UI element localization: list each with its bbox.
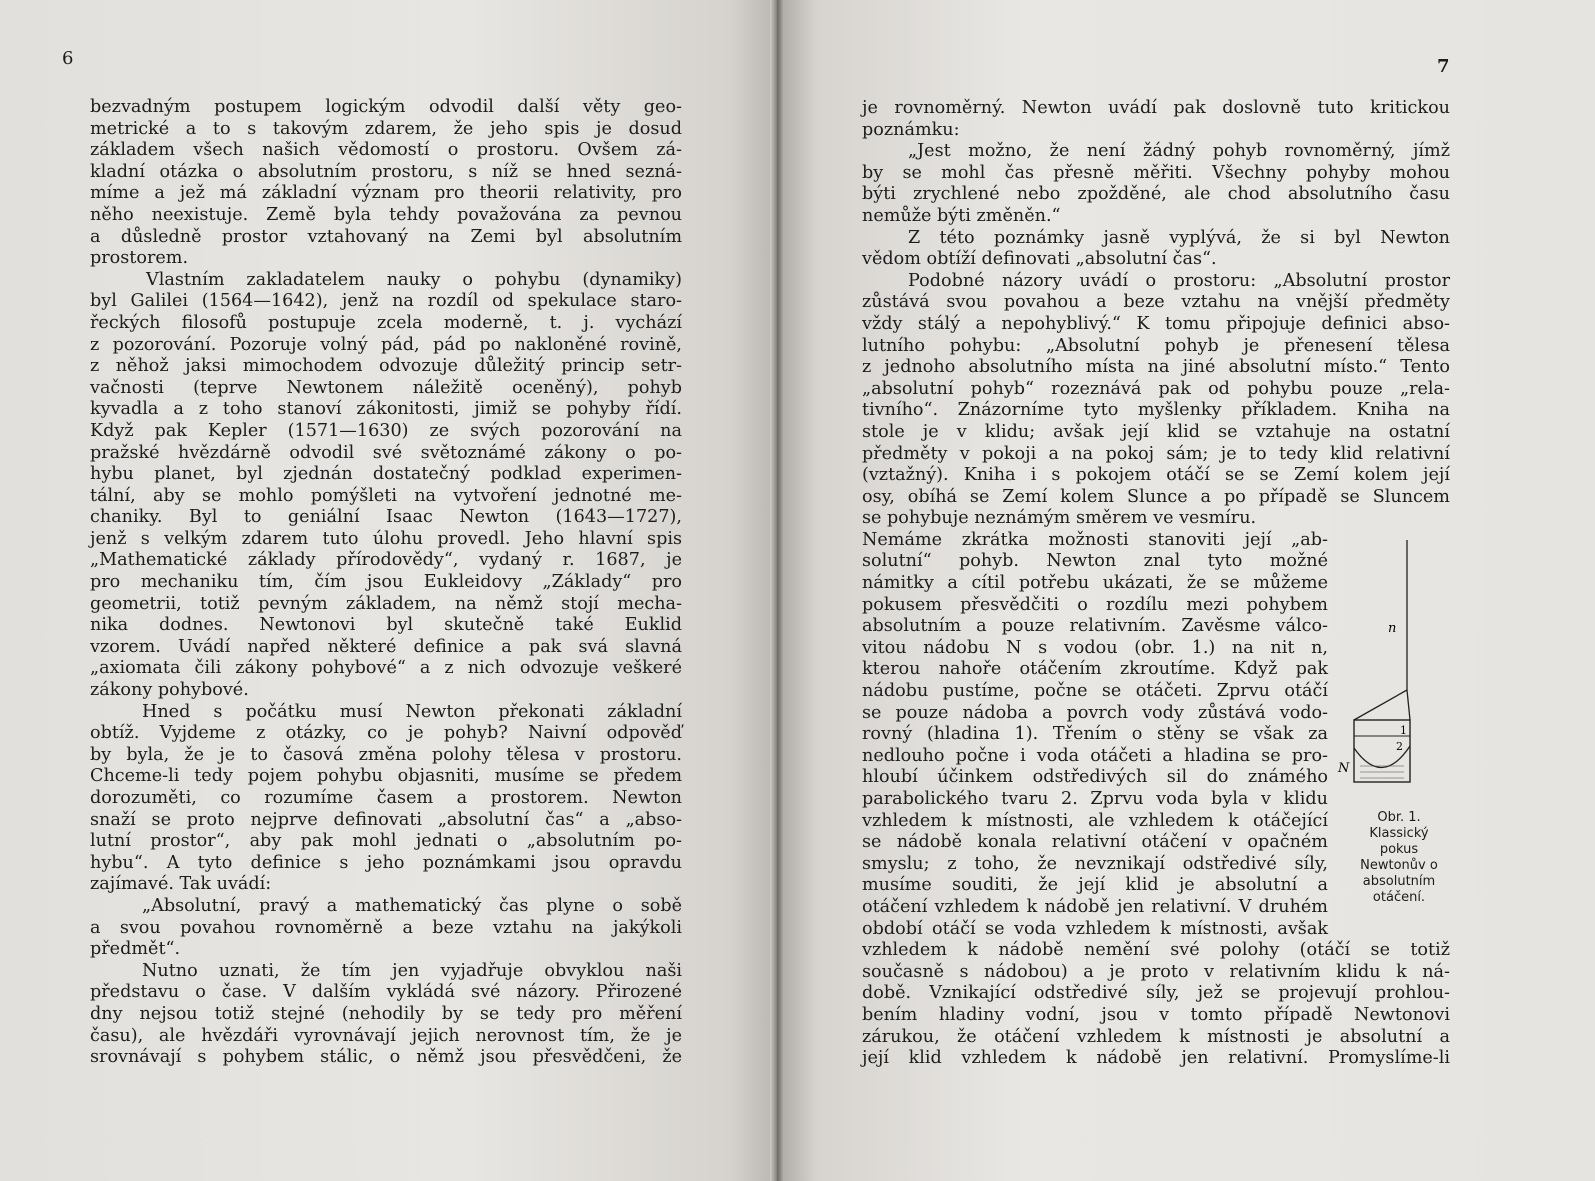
figure-caption [1344, 810, 1454, 906]
text-line: geometrii, totiž pevným základem, na němž stojí mecha- [90, 593, 682, 614]
text-line: vždy stálý a nepohyblivý.“ K tomu připojuje definici abso- [862, 313, 1450, 334]
text-line: Vlastním zakladatelem nauky o pohybu (dynamiky) [146, 269, 682, 290]
text-line: rovný (hladina 1). Třením o stěny se však za [862, 724, 1328, 745]
text-line: absolutním a pouze relativním. Zavěsme válco- [862, 616, 1328, 637]
text-line: se nádobě konala relativní otáčení v opačném [862, 832, 1328, 853]
text-line: kterou nahoře otáčením zkroutíme. Když pak [862, 659, 1328, 680]
left-text-column [90, 97, 682, 1069]
text-line: chaniky. Byl to geniální Isaac Newton (1643—1727), [90, 507, 682, 528]
text-line: bením hladiny vodní, jsou v tomto případě Newtonovi [862, 1004, 1450, 1025]
text-line: Hned s počátku musí Newton překonati základní [142, 701, 682, 722]
text-line: „absolutní pohyb“ rozeznává pak od pohybu pouze „rela- [862, 378, 1450, 399]
text-line: zárukou, že otáčení vzhledem k místnosti je absolutní a [862, 1026, 1450, 1047]
text-line: předměty v pokoji a na pokoj sám; je to tedy klid relativní [862, 443, 1450, 464]
text-line: kyvadla a z toho stanoví zákonitosti, jimiž se pohyby řídí. [90, 399, 682, 420]
text-line: Nemáme zkrátka možnosti stanoviti její „ab- [862, 529, 1328, 550]
text-line: pražské hvězdárně odvodil své světoznámé zákony o po- [90, 442, 682, 463]
text-line: obtíž. Vyjdeme z otázky, co je pohyb? Naivní odpověď [90, 723, 682, 744]
text-line: býti zrychlené nebo zpožděné, ale chod absolutního času [862, 184, 1450, 205]
label-1: 1 [1400, 724, 1407, 737]
text-line: solutní“ pohyb. Newton znal tyto možné [862, 551, 1328, 572]
text-line: byl Galilei (1564—1642), jenž na rozdíl od spekulace staro- [90, 291, 682, 312]
text-line: současně s nádobou) a je proto v relativním klidu k ná- [862, 961, 1450, 982]
text-line: zákony pohybové. [90, 680, 249, 701]
text-line: pro mechaniku tím, čím jsou Eukleidovy „Základy“ pro [90, 572, 682, 593]
text-line: nika dodnes. Newtonovi byl skutečně také Euklid [90, 615, 682, 636]
text-line: prostorem. [90, 248, 189, 269]
text-line: osy, obíhá se Zemí kolem Slunce a po případě se Sluncem [862, 486, 1450, 507]
newton-bucket-figure [1338, 540, 1448, 795]
text-line: vačnosti (teprve Newtonem náležitě oceněný), pohyb [90, 377, 682, 398]
text-line: smyslu; z toho, že nevznikají odstředivé síly, [862, 853, 1328, 874]
label-2: 2 [1396, 740, 1403, 753]
page-number-left: 6 [62, 48, 74, 69]
text-line: by se mohl čas přesně měřiti. Všechny pohyby mohou [862, 162, 1450, 183]
text-line: Chceme-li tedy pojem pohybu objasniti, musíme se předem [90, 766, 682, 787]
text-line: něho neexistuje. Země byla tehdy považována za pevnou [90, 204, 682, 225]
text-line: z jednoho absolutního místa na jiné absolutní místo.“ Tento [862, 357, 1450, 378]
text-line: hloubí účinkem odstředivých sil do známého [862, 767, 1328, 788]
text-line: vzhledem k nádobě nemění své polohy (otáčí se totiž [862, 940, 1450, 961]
text-line: dorozuměti, co rozumíme časem a prostorem. Newton [90, 788, 682, 808]
text-line: bezvadným postupem logickým odvodil další věty geo- [90, 97, 682, 117]
text-line: hybu“. A tyto definice s jeho poznámkami jsou opravdu [90, 852, 682, 873]
book-gutter [770, 0, 784, 1181]
text-line: „Jest možno, že není žádný pohyb rovnoměrný, jímž [908, 141, 1450, 162]
text-line: nádobu pustíme, počne se otáčeti. Zprvu otáčí [862, 681, 1328, 702]
caption-line: Newtonův o [1360, 858, 1438, 873]
text-line: tální, aby se mohlo pomýšleti na vytvoření jednotné me- [90, 485, 682, 506]
text-line: době. Vznikající odstředivé síly, jež se projevují prohlou- [862, 983, 1450, 1004]
text-line: nedlouho počne i voda otáčeti a hladina se pro- [862, 745, 1328, 766]
text-line: by byla, že je to časová změna polohy tělesa v prostoru. [90, 744, 682, 765]
text-line: období otáčí se voda vzhledem k místnosti, avšak [862, 918, 1328, 939]
text-line: „Mathematické základy přírodovědy“, vydaný r. 1687, je [90, 550, 682, 571]
caption-line: pokus [1379, 842, 1419, 857]
text-line: poznámku: [862, 119, 960, 140]
text-line: nemůže býti změněn.“ [862, 205, 1061, 226]
text-line: lutního pohybu: „Absolutní pohyb je přenesení tělesa [862, 335, 1450, 356]
text-line: vědom obtíží definovati „absolutní čas“. [862, 249, 1217, 270]
text-line: zůstává svou povahou a beze vztahu na vnější předměty [862, 292, 1450, 313]
text-line: míme a jež má základní význam pro theorii relativity, pro [90, 183, 682, 204]
text-line: je rovnoměrný. Newton uvádí pak doslovně tuto kritickou [862, 98, 1450, 118]
text-line: otáčení vzhledem k nádobě jen relativní. V druhém [862, 896, 1328, 917]
text-line: se pohybuje neznámým směrem ve vesmíru. [862, 508, 1257, 529]
text-line: dny nejsou totiž stejné (nehodily by se tedy pro měření [90, 1003, 682, 1024]
text-line: pokusem přesvědčiti o rozdílu mezi pohybem [862, 594, 1328, 615]
text-line: jenž s velkým zdarem tuto úlohu provedl. Jeho hlavní spis [90, 528, 682, 549]
text-line: metrické a to s takovým zdarem, že jeho spis je dosud [90, 118, 682, 139]
text-line: „Absolutní, pravý a mathematický čas plyne o sobě [142, 895, 682, 916]
text-line: Nutno uznati, že tím jen vyjadřuje obvyklou naši [142, 960, 682, 981]
caption-line: Klassický [1369, 826, 1429, 841]
text-line: času), ale hvězdáři vyrovnávají jejich nerovnost tím, že je [90, 1025, 682, 1046]
caption-line: Obr. 1. [1377, 810, 1421, 825]
text-line: a důsledně prostor vztahovaný na Zemi byl absolutním [90, 226, 682, 247]
text-line: „axiomata čili zákony pohybové“ a z nich odvozuje veškeré [90, 658, 682, 679]
text-line: tivního“. Znázorníme tyto myšlenky příkladem. Kniha na [862, 400, 1450, 421]
text-line: stole je v klidu; avšak její klid se vztahuje na ostatní [862, 421, 1450, 442]
text-line: z pozorování. Pozoruje volný pád, pád po nakloněné rovině, [90, 334, 682, 355]
text-line: vzhledem k místnosti, ale vzhledem k otáčející [862, 810, 1328, 831]
text-line: představu o čase. V dalším vykládá své názory. Přirozené [90, 982, 682, 1003]
text-line: řeckých filosofů postupuje zcela moderně, t. j. vychází [90, 312, 682, 333]
left-page [0, 0, 776, 1181]
text-line: námitky a cítil potřebu ukázati, že se můžeme [862, 573, 1328, 594]
text-line: parabolického tvaru 2. Zprvu voda byla v klidu [862, 789, 1328, 809]
text-line: vitou nádobu N s vodou (obr. 1.) na nit n, [862, 637, 1328, 658]
text-line: lutní prostor“, aby pak mohl jednati o „absolutním po- [90, 831, 682, 852]
text-line: zajímavé. Tak uvádí: [90, 874, 272, 895]
text-line: z něhož jaksi mimochodem odvozuje důležitý princip setr- [90, 356, 682, 377]
caption-line: absolutním [1362, 874, 1436, 889]
text-line: Když pak Kepler (1571—1630) ze svých pozorování na [90, 420, 682, 441]
label-N: N [1338, 761, 1350, 776]
text-line: a svou povahou rovnoměrně a beze vztahu na jakýkoli [90, 917, 682, 938]
text-line: snaží se proto nejprve definovati „absolutní čas“ a „abso- [90, 809, 682, 830]
caption-line: otáčení. [1372, 890, 1426, 905]
text-line: vzorem. Uvádí napřed některé definice a pak svá slavná [90, 636, 682, 657]
text-line: základem všech našich vědomostí o prostoru. Ovšem zá- [90, 140, 682, 161]
text-line: kladní otázka o absolutním prostoru, s níž se hned sezná- [90, 161, 682, 182]
text-line: se pouze nádoba a povrch vody zůstává vodo- [862, 702, 1328, 723]
text-line: Podobné názory uvádí o prostoru: „Absolutní prostor [908, 270, 1450, 291]
label-n: n [1388, 621, 1397, 636]
text-line: srovnávají s pohybem stálic, o němž jsou přesvědčeni, že [90, 1047, 682, 1068]
text-line: (vztažný). Kniha i s pokojem otáčí se se Zemí kolem její [862, 465, 1450, 486]
hanger-left [1354, 690, 1407, 720]
text-line: předmět“. [90, 939, 181, 960]
page-number-right: 7 [1437, 56, 1450, 77]
text-line: musíme souditi, že její klid je absolutní a [862, 875, 1328, 896]
text-line: hybu planet, byl zjednán dostatečný podklad experimen- [90, 464, 682, 485]
text-line: Z této poznámky jasně vyplývá, že si byl Newton [908, 227, 1450, 248]
hanger-right [1407, 690, 1410, 720]
text-line: její klid vzhledem k nádobě jen relativní. Promyslíme-li [862, 1048, 1450, 1069]
